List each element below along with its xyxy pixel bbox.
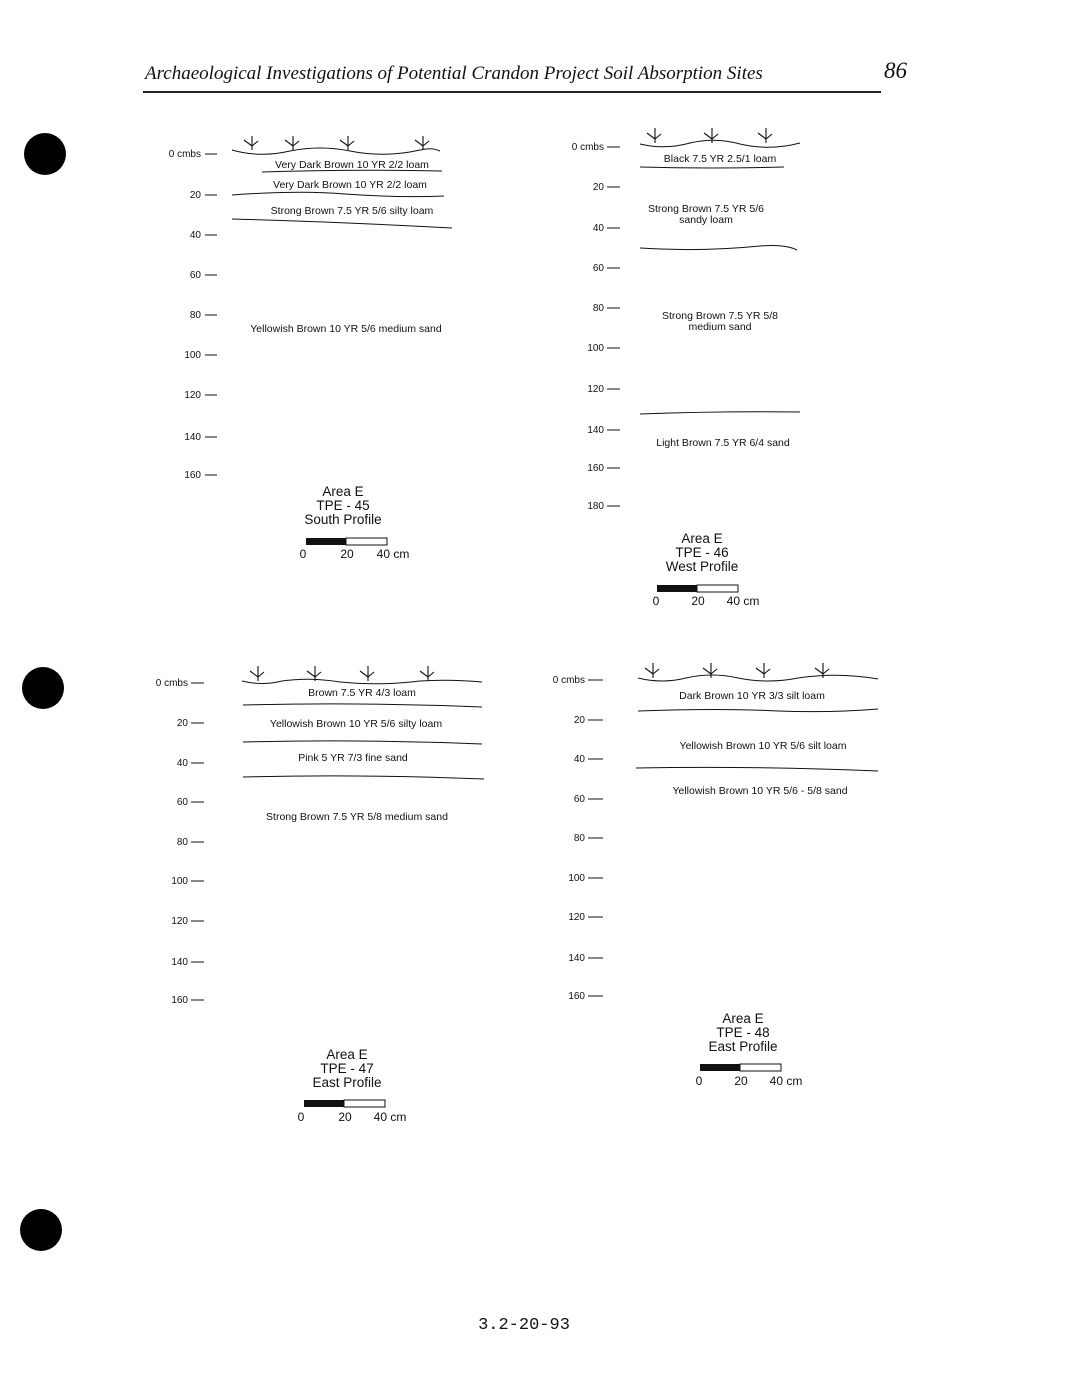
scale-label: 20	[691, 594, 705, 608]
depth-label: 40	[176, 758, 188, 769]
depth-label: 140	[184, 432, 201, 443]
scale-label: 20	[734, 1074, 748, 1088]
soil-layer-label: Light Brown 7.5 YR 6/4 sand	[656, 437, 790, 449]
depth-label: 20	[189, 190, 201, 201]
depth-label: 0 cmbs	[168, 149, 201, 160]
soil-layer-label: Yellowish Brown 10 YR 5/6 silt loam	[679, 740, 847, 752]
soil-layer-label: Strong Brown 7.5 YR 5/6	[648, 203, 764, 215]
profile-caption	[312, 1047, 381, 1090]
soil-layer-label: Yellowish Brown 10 YR 5/6 silty loam	[269, 718, 443, 730]
scale-bar	[696, 1064, 803, 1088]
scale-bar	[653, 585, 760, 608]
horizon-boundary	[243, 704, 482, 707]
document-code: 3.2-20-93	[478, 1316, 570, 1335]
depth-label: 20	[176, 718, 188, 729]
profile-tpe-46	[572, 128, 800, 608]
ground-surface-line	[232, 148, 440, 154]
soil-layer-label: Black 7.5 YR 2.5/1 loam	[663, 153, 777, 165]
profile-caption	[304, 484, 381, 527]
soil-layer-label: Very Dark Brown 10 YR 2/2 loam	[275, 159, 429, 171]
scale-label: 20	[338, 1110, 352, 1124]
scale-bar	[298, 1100, 407, 1124]
depth-label: 120	[171, 916, 188, 927]
depth-label: 40	[573, 754, 585, 765]
depth-label: 140	[171, 957, 188, 968]
horizon-boundary	[636, 767, 878, 771]
caption-unit: TPE - 48	[716, 1025, 770, 1040]
depth-label: 20	[573, 715, 585, 726]
depth-label: 100	[171, 876, 188, 887]
horizon-boundary	[243, 776, 484, 779]
depth-axis	[572, 142, 620, 512]
soil-layer-label: Pink 5 YR 7/3 fine sand	[298, 752, 408, 764]
soil-layer-label: Brown 7.5 YR 4/3 loam	[308, 687, 416, 699]
scale-label: 40 cm	[726, 594, 760, 608]
grass-icon	[250, 666, 434, 681]
caption-profile: South Profile	[304, 512, 382, 527]
depth-axis	[169, 149, 217, 481]
scale-label: 0	[299, 547, 307, 561]
depth-label: 140	[587, 425, 604, 436]
soil-layer-label: Yellowish Brown 10 YR 5/6 medium sand	[250, 323, 442, 335]
depth-label: 60	[189, 270, 201, 281]
horizon-boundary	[243, 741, 482, 744]
caption-profile: East Profile	[312, 1075, 382, 1090]
grass-icon	[645, 663, 829, 678]
caption-area: Area E	[322, 484, 364, 499]
scale-label: 40 cm	[376, 547, 410, 561]
soil-layer-label: Very Dark Brown 10 YR 2/2 loam	[273, 179, 427, 191]
caption-area: Area E	[326, 1047, 368, 1062]
depth-label: 100	[184, 350, 201, 361]
depth-label: 80	[592, 303, 604, 314]
depth-label: 80	[573, 833, 585, 844]
caption-profile: East Profile	[708, 1039, 778, 1054]
horizon-boundary	[638, 709, 878, 712]
caption-unit: TPE - 47	[320, 1061, 374, 1076]
depth-label: 160	[587, 463, 604, 474]
ground-surface-line	[242, 679, 482, 684]
caption-area: Area E	[681, 531, 723, 546]
scale-label: 0	[297, 1110, 305, 1124]
depth-label: 100	[568, 873, 585, 884]
depth-label: 80	[189, 310, 201, 321]
horizon-boundary	[640, 412, 800, 414]
depth-label: 160	[184, 470, 201, 481]
depth-label: 180	[587, 501, 604, 512]
depth-label: 60	[592, 263, 604, 274]
ground-surface-line	[640, 140, 800, 147]
depth-label: 60	[573, 794, 585, 805]
scale-label: 20	[340, 547, 354, 561]
page-header-title: Archaeological Investigations of Potential Crandon Project Soil Absorption Sites	[145, 63, 763, 84]
depth-label: 120	[568, 912, 585, 923]
caption-unit: TPE - 45	[316, 498, 370, 513]
depth-label: 140	[568, 953, 585, 964]
scale-label: 0	[652, 594, 660, 608]
caption-profile: West Profile	[665, 559, 739, 574]
scale-label: 40 cm	[769, 1074, 803, 1088]
depth-label: 100	[587, 343, 604, 354]
scale-label: 0	[695, 1074, 703, 1088]
depth-label: 120	[587, 384, 604, 395]
horizon-boundary	[640, 167, 784, 168]
horizon-boundary	[232, 192, 444, 196]
depth-axis	[156, 678, 204, 1006]
depth-label: 0 cmbs	[155, 678, 188, 689]
profile-tpe-47	[156, 666, 484, 1124]
grass-icon	[244, 136, 429, 150]
depth-label: 60	[176, 797, 188, 808]
depth-label: 0 cmbs	[571, 142, 604, 153]
profile-caption	[708, 1011, 777, 1054]
profile-caption	[666, 531, 739, 574]
profile-tpe-48	[553, 663, 878, 1088]
soil-layer-label: Strong Brown 7.5 YR 5/6 silty loam	[270, 205, 434, 217]
soil-layer-label: Dark Brown 10 YR 3/3 silt loam	[679, 690, 825, 702]
soil-layer-label: Strong Brown 7.5 YR 5/8	[662, 310, 778, 322]
depth-label: 80	[176, 837, 188, 848]
soil-layer-label: Strong Brown 7.5 YR 5/8 medium sand	[266, 811, 448, 823]
horizon-boundary	[640, 246, 797, 251]
soil-layer-label: medium sand	[688, 321, 752, 333]
depth-label: 40	[592, 223, 604, 234]
caption-unit: TPE - 46	[675, 545, 729, 560]
depth-axis	[553, 675, 603, 1002]
horizon-boundary	[232, 219, 452, 228]
ground-surface-line	[638, 675, 878, 681]
scale-bar	[300, 538, 410, 561]
depth-label: 160	[171, 995, 188, 1006]
caption-area: Area E	[722, 1011, 764, 1026]
soil-layer-label: sandy loam	[679, 214, 733, 226]
soil-layer-label: Yellowish Brown 10 YR 5/6 - 5/8 sand	[672, 785, 848, 797]
depth-label: 20	[592, 182, 604, 193]
depth-label: 40	[189, 230, 201, 241]
depth-label: 0 cmbs	[552, 675, 585, 686]
scale-label: 40 cm	[373, 1110, 407, 1124]
page-number: 86	[884, 58, 907, 83]
depth-label: 160	[568, 991, 585, 1002]
profile-tpe-45	[169, 136, 452, 561]
depth-label: 120	[184, 390, 201, 401]
